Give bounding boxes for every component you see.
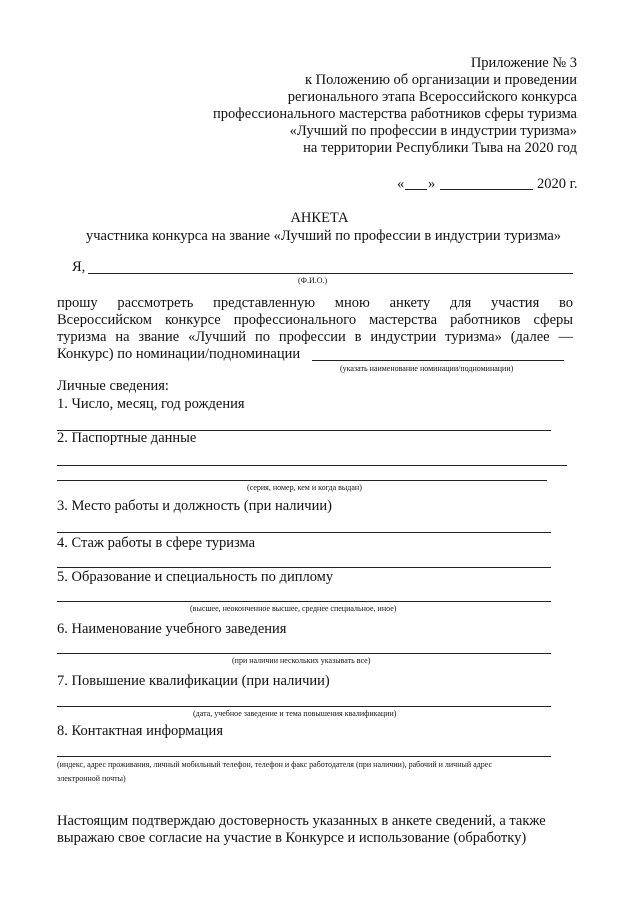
education-caption: (высшее, неоконченное высшее, среднее специальное, иное): [190, 604, 397, 613]
education-label: 5. Образование и специальность по диплому: [57, 569, 334, 585]
appendix-line-3: регионального этапа Всероссийского конкурса: [287, 89, 577, 105]
request-line-3: туризма на звание «Лучший по профессии в индустрии туризма» (далее —: [57, 329, 573, 345]
appendix-line-5: «Лучший по профессии в индустрии туризма»: [289, 123, 577, 139]
contact-caption: (индекс, адрес проживания, личный мобильный телефон, телефон и факс работодателя (при наличии), рабочий и личный адрес: [57, 760, 493, 769]
passport-field-2[interactable]: [57, 480, 547, 481]
appendix-line-4: профессионального мастерства работников сферы туризма: [213, 106, 577, 122]
education-field[interactable]: [57, 601, 551, 602]
request-line-1: прошу рассмотреть представленную мною анкету для участия во: [57, 295, 573, 311]
experience-label: 4. Стаж работы в сфере туризма: [57, 535, 256, 551]
birthdate-label: 1. Число, месяц, год рождения: [57, 396, 245, 412]
contact-field[interactable]: [57, 756, 551, 757]
personal-heading: Личные сведения:: [57, 378, 169, 394]
qualification-label: 7. Повышение квалификации (при наличии): [57, 673, 330, 689]
form-subtitle: участника конкурса на звание «Лучший по профессии в индустрии туризма»: [85, 228, 562, 244]
appendix-number: Приложение № 3: [470, 55, 577, 71]
form-title: АНКЕТА: [290, 210, 349, 226]
date-open-quote: «: [397, 176, 405, 192]
passport-label: 2. Паспортные данные: [57, 430, 197, 446]
workplace-label: 3. Место работы и должность (при наличии): [57, 498, 332, 514]
confirmation-line-2: выражаю свое согласие на участие в Конкурсе и использование (обработку): [57, 830, 527, 846]
date-close-quote: »: [428, 176, 436, 192]
workplace-field[interactable]: [57, 532, 551, 533]
experience-field[interactable]: [57, 567, 551, 568]
date-month-blank[interactable]: [440, 189, 533, 190]
full-name-caption: (Ф.И.О.): [298, 276, 328, 285]
institution-caption: (при наличии нескольких указывать все): [232, 656, 371, 665]
contact-caption-continued: электронной почты): [57, 774, 126, 783]
date-day-blank[interactable]: [405, 189, 427, 190]
institution-label: 6. Наименование учебного заведения: [57, 621, 287, 637]
qualification-field[interactable]: [57, 706, 551, 707]
appendix-line-2: к Положению об организации и проведении: [304, 72, 577, 88]
passport-caption: (серия, номер, кем и когда выдан): [247, 483, 362, 492]
full-name-field[interactable]: [88, 273, 573, 274]
nomination-caption: (указать наименование номинации/подноминации): [340, 364, 514, 373]
appendix-line-6: на территории Республики Тыва на 2020 год: [303, 140, 577, 156]
request-line-2: Всероссийском конкурсе профессионального мастерства работников сферы: [57, 312, 573, 328]
request-line-4: Конкурс) по номинации/подноминации: [57, 346, 301, 362]
name-prefix: Я,: [72, 259, 86, 275]
date-year: 2020 г.: [537, 176, 578, 192]
nomination-field[interactable]: [312, 360, 564, 361]
contact-label: 8. Контактная информация: [57, 723, 223, 739]
institution-field[interactable]: [57, 653, 551, 654]
passport-field-1[interactable]: [57, 465, 567, 466]
qualification-caption: (дата, учебное заведение и тема повышения квалификации): [193, 709, 397, 718]
confirmation-line-1: Настоящим подтверждаю достоверность указанных в анкете сведений, а также: [57, 813, 546, 829]
